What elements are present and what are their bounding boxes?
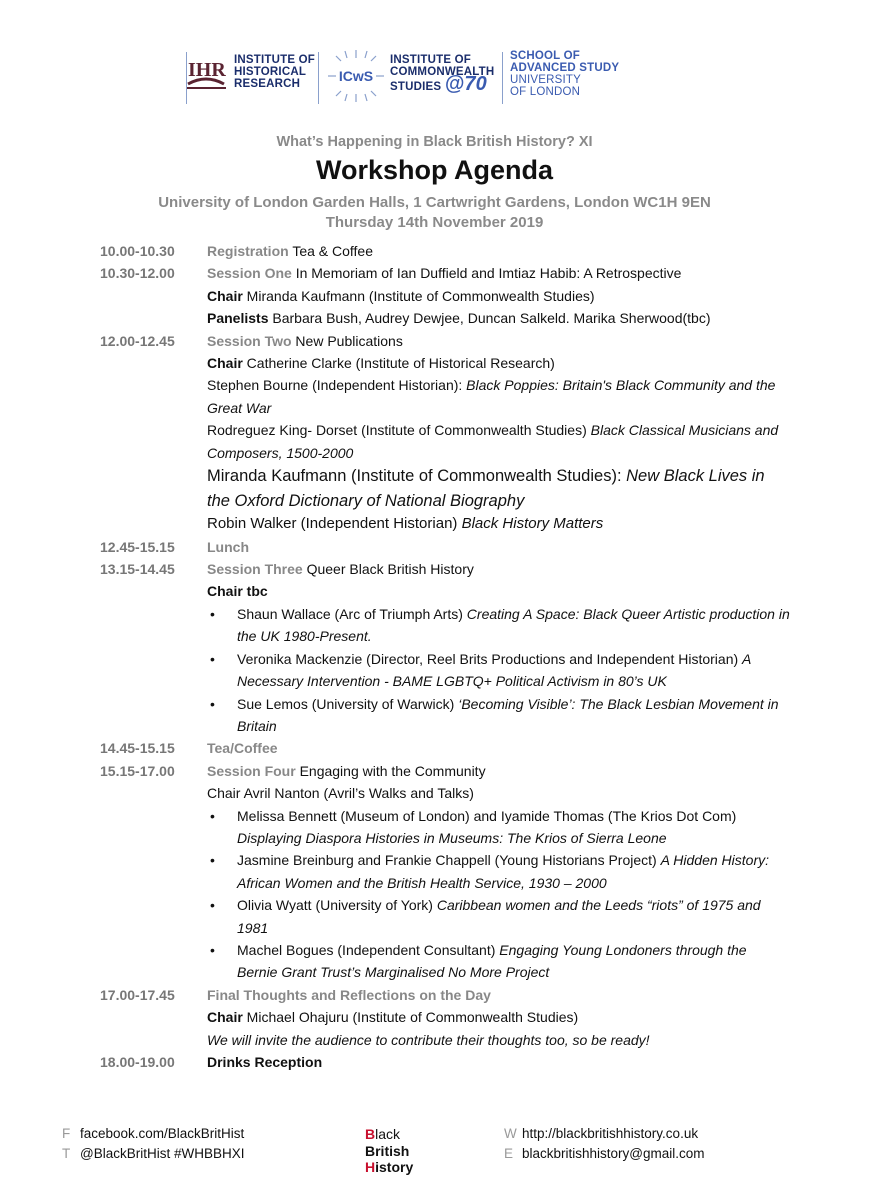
event-subtitle: What’s Happening in Black British History? XI <box>276 134 593 150</box>
page-title: Workshop Agenda <box>315 155 553 185</box>
session-label: Session Three <box>207 561 303 578</box>
speaker: Melissa Bennett (Museum of London) and Iyamide Thomas (The Krios Dot Com) <box>237 807 737 824</box>
talk-title: New Black Lives in the Oxford Dictionary of National Biography <box>207 467 765 510</box>
list-item <box>207 939 790 984</box>
session-title: Queer Black British History <box>302 561 474 578</box>
bullet-icon: • <box>210 897 215 914</box>
time-slot: 12.45-15.15 <box>100 538 175 555</box>
divider <box>502 52 503 104</box>
ihr-emblem <box>186 48 226 102</box>
agenda-row <box>100 262 790 329</box>
email-key: E <box>504 1146 514 1161</box>
chair-name: Miranda Kaufmann (Institute of Commonwealth Studies) <box>242 287 595 304</box>
session-note: We will invite the audience to contribute their thoughts too, so be ready! <box>207 1031 650 1048</box>
list-item <box>207 603 790 648</box>
agenda-row <box>100 330 790 536</box>
sas-logo <box>510 48 620 104</box>
speaker: Shaun Wallace (Arc of Triumph Arts) <box>237 605 467 622</box>
speaker: Sue Lemos (University of Warwick) <box>237 695 459 712</box>
list-item <box>207 894 790 939</box>
agenda-row <box>100 1051 790 1073</box>
time-slot: 10.00-10.30 <box>100 243 175 259</box>
agenda-row <box>100 558 790 737</box>
session-label: Drinks Reception <box>207 1054 323 1070</box>
chair-label: Chair <box>207 355 243 372</box>
chair-name: Michael Ohajuru (Institute of Commonwealth Studies) <box>242 1009 579 1026</box>
talk-title: Black Classical Musicians and Composers, 1500-2000 <box>207 422 779 461</box>
time-slot: 13.15-14.45 <box>100 561 175 578</box>
logo-word: lack <box>375 1126 401 1142</box>
agenda-row <box>100 536 790 558</box>
talk-title: Engaging Young Londoners through the Bernie Grant Trust’s Marginalised No More Project <box>237 941 747 981</box>
list-item <box>207 849 790 894</box>
divider <box>186 52 187 104</box>
agenda-row <box>100 760 790 984</box>
footer-facebook[interactable] <box>62 1124 244 1144</box>
logo-letter: H <box>365 1159 376 1175</box>
agenda-row <box>100 737 790 759</box>
ihr-line: HISTORICAL <box>234 66 307 78</box>
session-label: Session One <box>207 265 292 282</box>
chair-name: Catherine Clarke (Institute of Historical Research) <box>242 355 555 372</box>
session-text: Tea & Coffee <box>288 243 374 259</box>
icws-mark: ICwS <box>338 68 374 84</box>
chair-label: Chair <box>207 287 243 304</box>
venue-address: University of London Garden Halls, 1 Cartwright Gardens, London WC1H 9EN <box>158 194 711 211</box>
divider <box>318 52 319 104</box>
ihr-logo <box>186 48 316 104</box>
talk-title: Displaying Diaspora Histories in Museums: The Krios of Sierra Leone <box>237 829 667 846</box>
icws-emblem <box>326 48 386 104</box>
event-date: Thursday 14th November 2019 <box>325 214 544 231</box>
speaker: Miranda Kaufmann (Institute of Commonwealth Studies): <box>207 467 627 486</box>
ihr-line: RESEARCH <box>234 78 301 90</box>
icws-line <box>390 73 494 95</box>
session-label: Lunch <box>207 538 249 555</box>
presentation <box>207 464 790 513</box>
twitter-handle[interactable]: @BlackBritHist #WHBBHXI <box>80 1146 245 1161</box>
web-key: W <box>504 1126 517 1141</box>
chair-name: Chair tbc <box>207 583 268 600</box>
icws-logo <box>326 48 496 104</box>
session-title: In Memoriam of Ian Duffield and Imtiaz Habib: A Retrospective <box>291 265 682 282</box>
footer-twitter[interactable] <box>62 1144 244 1164</box>
icws-anniversary: @70 <box>444 73 488 95</box>
session-title: Engaging with the Community <box>295 762 486 779</box>
venue-block <box>0 193 869 233</box>
sas-line: ADVANCED STUDY <box>510 62 620 74</box>
time-slot: 10.30-12.00 <box>100 265 175 282</box>
time-slot: 14.45-15.15 <box>100 740 175 757</box>
panelists: Barbara Bush, Audrey Dewjee, Duncan Salkeld. Marika Sherwood(tbc) <box>268 310 711 327</box>
sas-line: OF LONDON <box>510 86 581 98</box>
email-link[interactable]: blackbritishhistory@gmail.com <box>522 1146 705 1161</box>
speaker: Stephen Bourne (Independent Historian): <box>207 377 467 394</box>
time-slot: 15.15-17.00 <box>100 762 175 779</box>
agenda-row <box>100 240 790 262</box>
ihr-name <box>234 54 315 90</box>
speaker: Olivia Wyatt (University of York) <box>237 897 437 914</box>
session-label: Session Two <box>207 332 292 349</box>
presentation <box>207 419 790 464</box>
list-item <box>207 693 790 738</box>
talk-title: ‘Becoming Visible’: The Black Lesbian Movement in Britain <box>237 695 779 734</box>
bullet-icon: • <box>210 807 215 824</box>
session-label: Final Thoughts and Reflections on the Day <box>207 986 491 1003</box>
bullet-icon: • <box>210 605 215 622</box>
facebook-link[interactable]: facebook.com/BlackBritHist <box>80 1126 245 1141</box>
session-label: Session Four <box>207 762 296 779</box>
talk-title: A Hidden History: African Women and the British Health Service, 1930 – 2000 <box>237 852 770 891</box>
ihr-mark: IHR <box>188 59 226 81</box>
talk-title: A Necessary Intervention - BAME LGBTQ+ Political Activism in 80’s UK <box>237 650 751 690</box>
time-slot: 18.00-19.00 <box>100 1054 175 1070</box>
icws-name <box>390 54 494 93</box>
logo-letter: B <box>365 1126 376 1142</box>
presentation <box>207 374 790 419</box>
logo-word: British <box>365 1142 410 1159</box>
speaker: Rodreguez King- Dorset (Institute of Commonwealth Studies) <box>207 422 591 439</box>
footer-email[interactable] <box>504 1144 705 1164</box>
sas-line: UNIVERSITY <box>510 74 582 86</box>
agenda <box>100 240 790 1073</box>
sas-line: SCHOOL OF <box>510 50 580 62</box>
talk-title: Caribbean women and the Leeds “riots” of 1975 and 1981 <box>237 897 761 936</box>
facebook-key: F <box>62 1126 71 1141</box>
time-slot: 12.00-12.45 <box>100 332 175 349</box>
presentation <box>207 513 790 535</box>
icws-line: INSTITUTE OF <box>390 54 471 66</box>
twitter-key: T <box>62 1146 71 1161</box>
talk-title: Black Poppies: Britain's Black Community and the Great War <box>207 377 776 416</box>
panelists-label: Panelists <box>207 310 269 327</box>
chair-name: Chair Avril Nanton (Avril’s Walks and Talks) <box>207 785 474 802</box>
ihr-line: INSTITUTE OF <box>234 54 315 66</box>
speaker: Machel Bogues (Independent Consultant) <box>237 941 500 958</box>
speaker: Jasmine Breinburg and Frankie Chappell (Young Historians Project) <box>237 852 661 869</box>
list-item <box>207 805 790 850</box>
bullet-icon: • <box>210 941 215 958</box>
session-title: New Publications <box>291 332 403 349</box>
session-label: Registration <box>207 243 289 259</box>
logo-word: istory <box>375 1159 414 1175</box>
talk-title: Black History Matters <box>461 515 604 533</box>
logo-strip <box>186 48 620 108</box>
list-item <box>207 648 790 693</box>
sas-name <box>510 50 619 98</box>
agenda-row <box>100 984 790 1051</box>
speaker: Robin Walker (Independent Historian) <box>207 515 462 533</box>
time-slot: 17.00-17.45 <box>100 986 175 1003</box>
speaker: Veronika Mackenzie (Director, Reel Brits Productions and Independent Historian) <box>237 650 743 667</box>
icws-line-text: STUDIES <box>390 81 442 93</box>
bullet-icon: • <box>210 852 215 869</box>
session-label: Tea/Coffee <box>207 740 278 757</box>
black-british-history-logo <box>365 1126 413 1176</box>
bullet-icon: • <box>210 650 215 667</box>
chair-label: Chair <box>207 1009 243 1026</box>
web-link[interactable]: http://blackbritishhistory.co.uk <box>522 1126 699 1141</box>
talk-title: Creating A Space: Black Queer Artistic production in the UK 1980-Present. <box>237 605 790 645</box>
icws-line: COMMONWEALTH <box>390 66 495 78</box>
bullet-icon: • <box>210 695 215 712</box>
footer-web[interactable] <box>504 1124 698 1144</box>
